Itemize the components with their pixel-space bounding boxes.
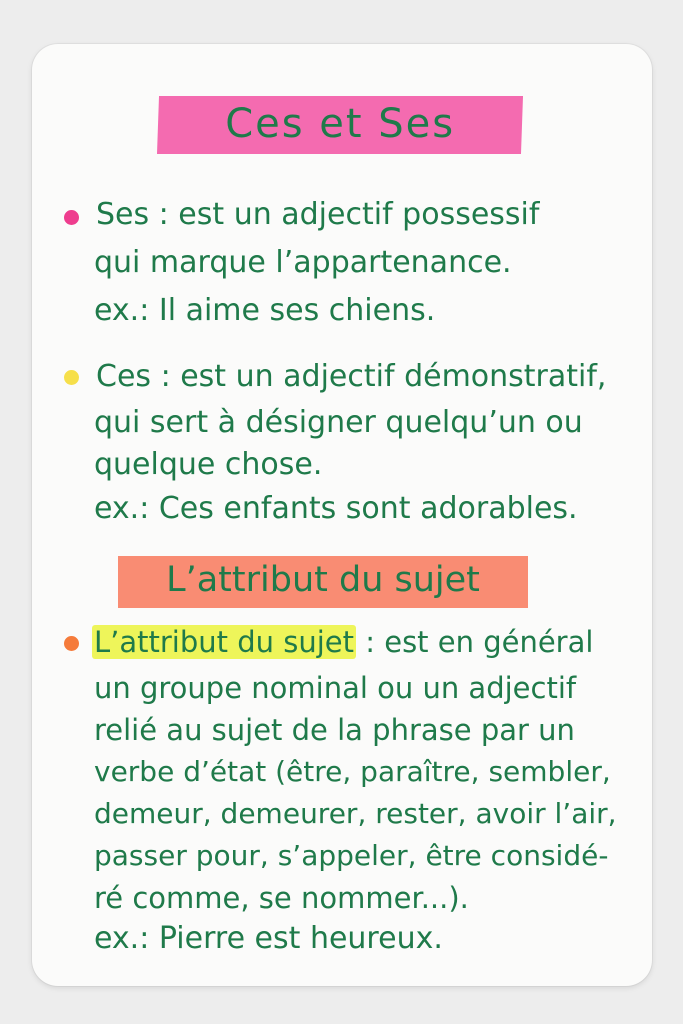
bullet-dot-yellow <box>64 370 79 385</box>
section-title-text: Ces et Ses <box>225 101 456 147</box>
attribut-line-4: verbe d’état (être, paraître, sembler, <box>94 755 611 788</box>
note-card <box>32 44 652 986</box>
bullet-dot-pink <box>64 210 79 225</box>
section-title-attribut <box>118 556 528 608</box>
ses-line-2: qui marque l’appartenance. <box>94 245 512 280</box>
highlighted-term: L’attribut du sujet <box>94 625 355 659</box>
attribut-example: ex.: Pierre est heureux. <box>94 921 443 956</box>
ses-line-1: Ses : est un adjectif possessif <box>96 197 540 232</box>
attribut-line-3: relié au sujet de la phrase par un <box>94 713 575 747</box>
ses-example: ex.: Il aime ses chiens. <box>94 293 436 328</box>
ces-line-2: qui sert à désigner quelqu’un ou <box>94 405 583 440</box>
bullet-dot-orange <box>64 636 79 651</box>
attribut-line-1-rest: : est en général <box>365 625 594 659</box>
attribut-line-7: ré comme, se nommer...). <box>94 881 469 915</box>
ces-line-3: quelque chose. <box>94 447 323 482</box>
attribut-line-5: demeur, demeurer, rester, avoir l’air, <box>94 797 617 830</box>
attribut-line-2: un groupe nominal ou un adjectif <box>94 671 577 705</box>
attribut-line-6: passer pour, s’appeler, être considé- <box>94 839 609 872</box>
section-title-text: L’attribut du sujet <box>166 560 480 600</box>
attribut-line-1 <box>92 625 594 659</box>
ces-line-1: Ces : est un adjectif démonstratif, <box>96 359 607 394</box>
section-title-ces-ses <box>157 96 523 154</box>
ces-example: ex.: Ces enfants sont adorables. <box>94 491 578 526</box>
